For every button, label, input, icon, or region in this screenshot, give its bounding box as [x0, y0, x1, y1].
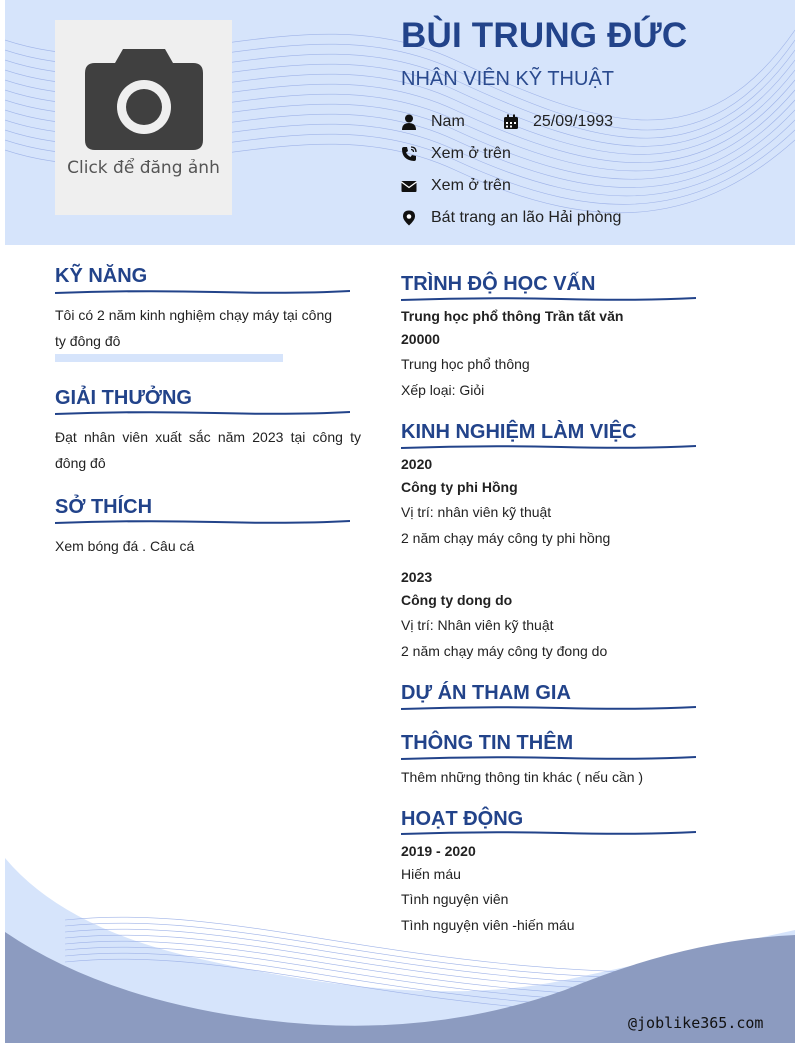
photo-upload[interactable] [55, 20, 232, 215]
exp-2-company: Công ty dong do [401, 592, 513, 608]
gender-value: Nam [431, 113, 465, 130]
exp-1-company: Công ty phi Hồng [401, 479, 518, 495]
camera-icon [85, 49, 203, 150]
activities-heading: HOẠT ĐỘNG [401, 808, 524, 830]
job-title: NHÂN VIÊN KỸ THUẬT [401, 68, 614, 90]
exp-1-year: 2020 [401, 456, 433, 472]
projects-underline [401, 704, 696, 712]
extra-underline [401, 754, 696, 762]
exp-2-year: 2023 [401, 569, 433, 585]
address-value: Bát trang an lão Hải phòng [431, 209, 622, 226]
exp-2-position: Vị trí: Nhân viên kỹ thuật [401, 617, 554, 633]
address-row [401, 209, 621, 227]
exp-2-desc: 2 năm chạy máy công ty đong do [401, 643, 608, 659]
phone-row[interactable] [401, 145, 511, 163]
cv-page [5, 0, 795, 1043]
email-value: Xem ở trên [431, 177, 511, 194]
exp-1-desc: 2 năm chạy máy công ty phi hồng [401, 530, 611, 546]
gender-row [401, 113, 465, 131]
dob-value: 25/09/1993 [533, 113, 614, 130]
education-underline [401, 295, 696, 303]
education-school: Trung học phổ thông Trần tất văn [401, 308, 624, 324]
skill-level-bar [55, 354, 283, 362]
user-icon [401, 114, 417, 130]
mail-icon [401, 178, 417, 194]
education-level: Trung học phổ thông [401, 356, 530, 372]
experience-heading: KINH NGHIỆM LÀM VIỆC [401, 421, 637, 443]
dob-row [503, 113, 613, 131]
email-row[interactable] [401, 177, 511, 195]
hobbies-text: Xem bóng đá . Câu cá [55, 538, 195, 554]
awards-text: Đạt nhân viên xuất sắc năm 2023 tại công ty đông đô [55, 429, 361, 471]
hobbies-underline [55, 518, 350, 526]
extra-heading: THÔNG TIN THÊM [401, 732, 574, 754]
calendar-icon [503, 114, 519, 130]
education-heading: TRÌNH ĐỘ HỌC VẤN [401, 273, 596, 295]
education-grade: Xếp loại: Giỏi [401, 382, 485, 398]
phone-icon [401, 146, 417, 162]
extra-text: Thêm những thông tin khác ( nếu cần ) [401, 769, 644, 785]
exp-1-position: Vị trí: nhân viên kỹ thuật [401, 504, 552, 520]
experience-underline [401, 443, 696, 451]
activities-period: 2019 - 2020 [401, 843, 476, 859]
footer-waves [5, 840, 795, 1043]
activity-line-3: Tình nguyện viên -hiến máu [401, 917, 575, 933]
location-icon [401, 210, 417, 226]
activity-line-1: Hiến máu [401, 866, 461, 882]
full-name: BÙI TRUNG ĐỨC [401, 16, 688, 55]
skills-heading: KỸ NĂNG [55, 265, 148, 287]
brand-watermark: @joblike365.com [628, 1014, 764, 1032]
skills-underline [55, 288, 350, 296]
activity-line-2: Tình nguyện viên [401, 891, 509, 907]
projects-heading: DỰ ÁN THAM GIA [401, 682, 571, 704]
phone-value: Xem ở trên [431, 145, 511, 162]
activities-underline [401, 829, 696, 837]
awards-underline [55, 409, 350, 417]
awards-heading: GIẢI THƯỞNG [55, 387, 192, 409]
education-year: 20000 [401, 331, 440, 347]
hobbies-heading: SỞ THÍCH [55, 496, 153, 518]
photo-caption: Click để đăng ảnh [67, 158, 220, 178]
skills-text: Tôi có 2 năm kinh nghiệm chạy máy tại công ty đông đô [55, 307, 333, 349]
